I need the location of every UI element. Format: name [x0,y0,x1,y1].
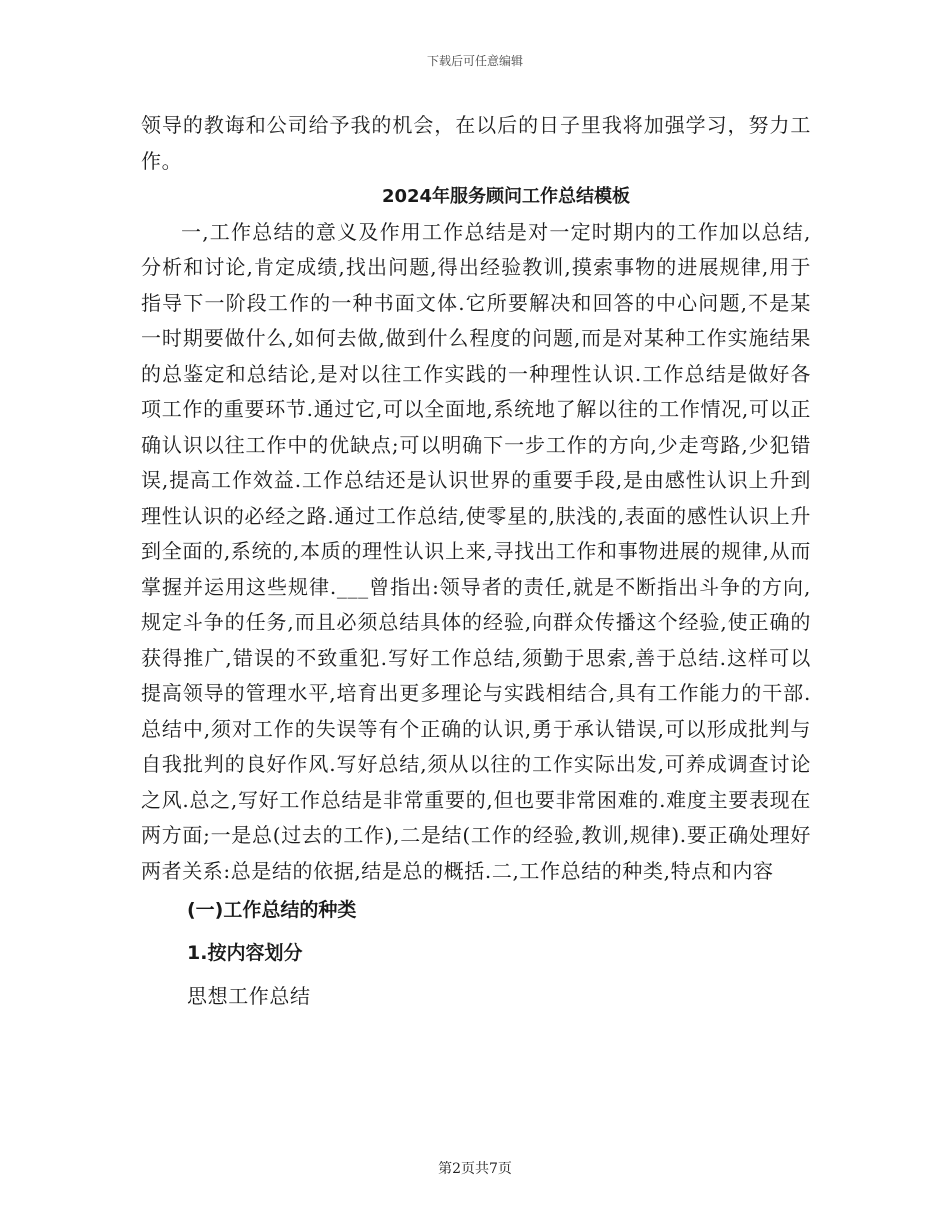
body-line: 思想工作总结 [187,984,311,1008]
document-title: 2024年服务顾问工作总结模板 [381,186,631,207]
intro-paragraph: 领导的教诲和公司给予我的机会，在以后的日子里我将加强学习，努力工作。 [141,113,811,173]
subsection-heading: 1.按内容划分 [187,942,303,964]
body-paragraph: 一,工作总结的意义及作用工作总结是对一定时期内的工作加以总结,分析和讨论,肯定成绩,找出问题,得出经验教训,摸索事物的进展规律,用于指导下一阶段工作的一种书面文体.它所要解决和回答的中心问题,不是某一时期要做什么,如何去做,做到什么程度的问题,而是对某种工作实施结果的总鉴定和总结论,是对以往工作实践的一种理性认识.工作总结是做好各项工作的重要环节.通过它,可以全面地,系统地了解以往的工作情况,可以正确认识以往工作中的优缺点;可以明确下一步工作的方向,少走弯路,少犯错误,提高工作效益.工作总结还是认识世界的重要手段,是由感性认识上升到理性认识的必经之路.通过工作总结,使零星的,肤浅的,表面的感性认识上升到全面的,系统的,本质的理性认识上来,寻找出工作和事物进展的规律,从而掌握并运用这些规律.___曾指出:领导者的责任,就是不断指出斗争的方向,规定斗争的任务,而且必须总结具体的经验,向群众传播这个经验,使正确的获得推广,错误的不致重犯.写好工作总结,须勤于思索,善于总结.这样可以提高领导的管理水平,培育出更多理论与实践相结合,具有工作能力的干部.总结中,须对工作的失误等有个正确的认识,勇于承认错误,可以形成批判与自我批判的良好作风.写好总结,须从以往的工作实际出发,可养成调查讨论之风.总之,写好工作总结是非常重要的,但也要非常困难的.难度主要表现在两方面;一是总(过去的工作),二是结(工作的经验,教训,规律).要正确处理好两者关系:总是结的依据,结是总的概括.二,工作总结的种类,特点和内容 [141,219,811,883]
section-heading: (一)工作总结的种类 [187,899,357,921]
page-number: 第2页共7页 [438,1161,512,1177]
page-header: 下载后可任意编辑 [426,54,523,68]
document-body [141,108,811,1018]
